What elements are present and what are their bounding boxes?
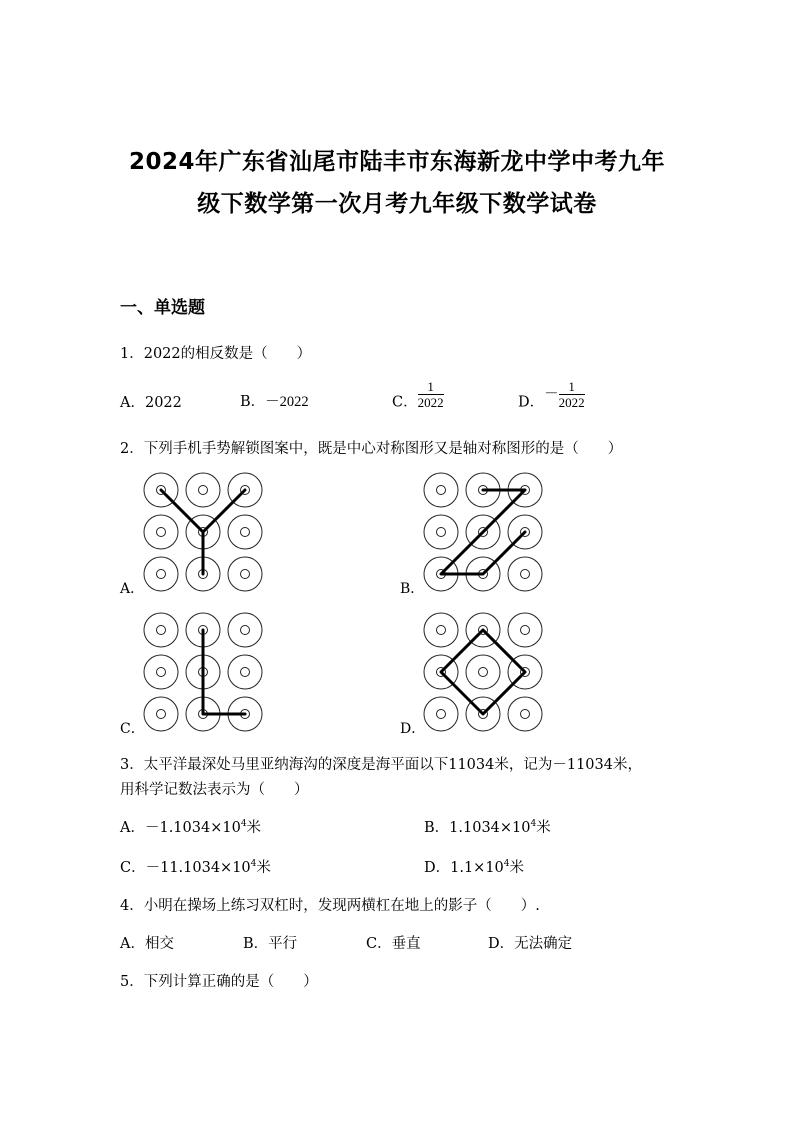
pattern-dot-center — [521, 710, 530, 719]
pattern-dot-ring — [466, 655, 500, 689]
q3-c-base: C．－11.1034×10 — [120, 860, 251, 876]
pattern-dot-center — [157, 626, 166, 635]
pattern-dot-ring — [424, 697, 458, 731]
q3-a-exponent: 4 — [240, 819, 247, 830]
pattern-dot-ring — [228, 557, 262, 591]
pattern-a-figure — [140, 470, 270, 592]
q3-stem-line-2: 用科学记数法表示为（ ） — [120, 782, 309, 798]
pattern-dot-center — [199, 486, 208, 495]
pattern-c-figure — [140, 610, 270, 732]
pattern-dot-center — [241, 528, 250, 537]
pattern-dot-ring — [228, 515, 262, 549]
q1-option-c-prefix: C． — [392, 394, 418, 411]
pattern-dot-ring — [424, 613, 458, 647]
q4-option-d: D．无法确定 — [488, 936, 573, 952]
q3-b-exponent: 4 — [530, 819, 537, 830]
pattern-path — [441, 630, 525, 714]
pattern-dot-ring — [424, 473, 458, 507]
pattern-dot-center — [437, 528, 446, 537]
q3-c-exponent: 4 — [250, 859, 257, 870]
q2-label-d: D． — [400, 721, 426, 737]
pattern-dot-center — [241, 626, 250, 635]
q1-option-d-prefix: D． — [518, 394, 545, 411]
q3-b-base: B．1.1034×10 — [424, 820, 531, 836]
q4-option-a: A．相交 — [120, 936, 174, 952]
q1-option-d-sign: － — [544, 386, 559, 403]
pattern-dot-center — [157, 570, 166, 579]
pattern-dot-ring — [228, 613, 262, 647]
q3-d-base: D．1.1×10 — [424, 860, 504, 876]
q1-option-b — [240, 390, 309, 411]
pattern-dot-center — [479, 668, 488, 677]
q1-c-numerator: 1 — [418, 380, 444, 395]
pattern-dot-ring — [144, 557, 178, 591]
pattern-dot-ring — [144, 515, 178, 549]
pattern-dot-center — [437, 486, 446, 495]
q4-stem: 4．小明在操场上练习双杠时，发现两横杠在地上的影子（ ）. — [120, 898, 540, 914]
q3-a-base: A．－1.1034×10 — [120, 820, 241, 836]
q1-option-c-fraction — [418, 380, 444, 409]
pattern-dot-ring — [508, 697, 542, 731]
q4-option-b: B．平行 — [243, 936, 298, 952]
page-title-line-1: 2024年广东省汕尾市陆丰市东海新龙中学中考九年 — [128, 149, 665, 175]
pattern-dot-ring — [228, 655, 262, 689]
pattern-dot-ring — [508, 613, 542, 647]
q3-d-unit: 米 — [509, 860, 525, 876]
q3-option-c — [120, 856, 271, 877]
q2-label-a: A． — [120, 581, 145, 597]
q3-a-unit: 米 — [246, 820, 262, 836]
q3-b-unit: 米 — [536, 820, 551, 836]
q2-label-c: C． — [120, 721, 145, 737]
pattern-dot-ring — [144, 697, 178, 731]
q3-option-d — [424, 856, 524, 877]
q3-option-b — [424, 816, 551, 837]
page-title-line-2: 级下数学第一次月考九年级下数学试卷 — [197, 191, 597, 217]
q1-d-numerator: 1 — [559, 380, 585, 395]
pattern-dot-center — [157, 528, 166, 537]
pattern-dot-center — [157, 710, 166, 719]
q1-option-b-prefix: B． — [240, 394, 266, 410]
q1-option-b-value: －2022 — [265, 394, 309, 410]
pattern-d-figure — [420, 610, 550, 732]
pattern-dot-ring — [144, 655, 178, 689]
q3-option-a — [120, 816, 261, 837]
q2-label-b: B． — [400, 581, 425, 597]
pattern-dot-ring — [424, 515, 458, 549]
q2-stem: 2．下列手机手势解锁图案中，既是中心对称图形又是轴对称图形的是（ ） — [120, 441, 623, 457]
pattern-dot-center — [241, 668, 250, 677]
pattern-dot-ring — [508, 557, 542, 591]
q1-c-denominator: 2022 — [417, 395, 444, 410]
q1-option-a: A．2022 — [120, 395, 182, 411]
pattern-b-figure — [420, 470, 550, 592]
q3-d-exponent: 4 — [503, 859, 510, 870]
pattern-dot-center — [437, 710, 446, 719]
pattern-path — [161, 490, 245, 574]
q1-option-d — [518, 380, 585, 412]
q1-stem: 1．2022的相反数是（ ） — [120, 346, 312, 362]
pattern-dot-center — [241, 570, 250, 579]
pattern-path — [441, 490, 525, 574]
pattern-dot-center — [521, 570, 530, 579]
pattern-dot-ring — [144, 613, 178, 647]
q5-stem: 5．下列计算正确的是（ ） — [120, 974, 318, 990]
pattern-dot-center — [157, 668, 166, 677]
q4-option-c: C．垂直 — [366, 936, 421, 952]
q1-option-c — [392, 380, 444, 412]
pattern-dot-ring — [186, 473, 220, 507]
pattern-dot-center — [521, 626, 530, 635]
q1-d-denominator: 2022 — [558, 395, 585, 410]
q3-stem-line-1: 3．太平洋最深处马里亚纳海沟的深度是海平面以下11034米，记为－11034米， — [120, 757, 642, 773]
q3-c-unit: 米 — [256, 860, 271, 876]
q1-option-d-fraction — [559, 380, 585, 409]
section-heading: 一、单选题 — [120, 298, 205, 318]
pattern-dot-center — [437, 626, 446, 635]
pattern-path — [203, 630, 245, 714]
